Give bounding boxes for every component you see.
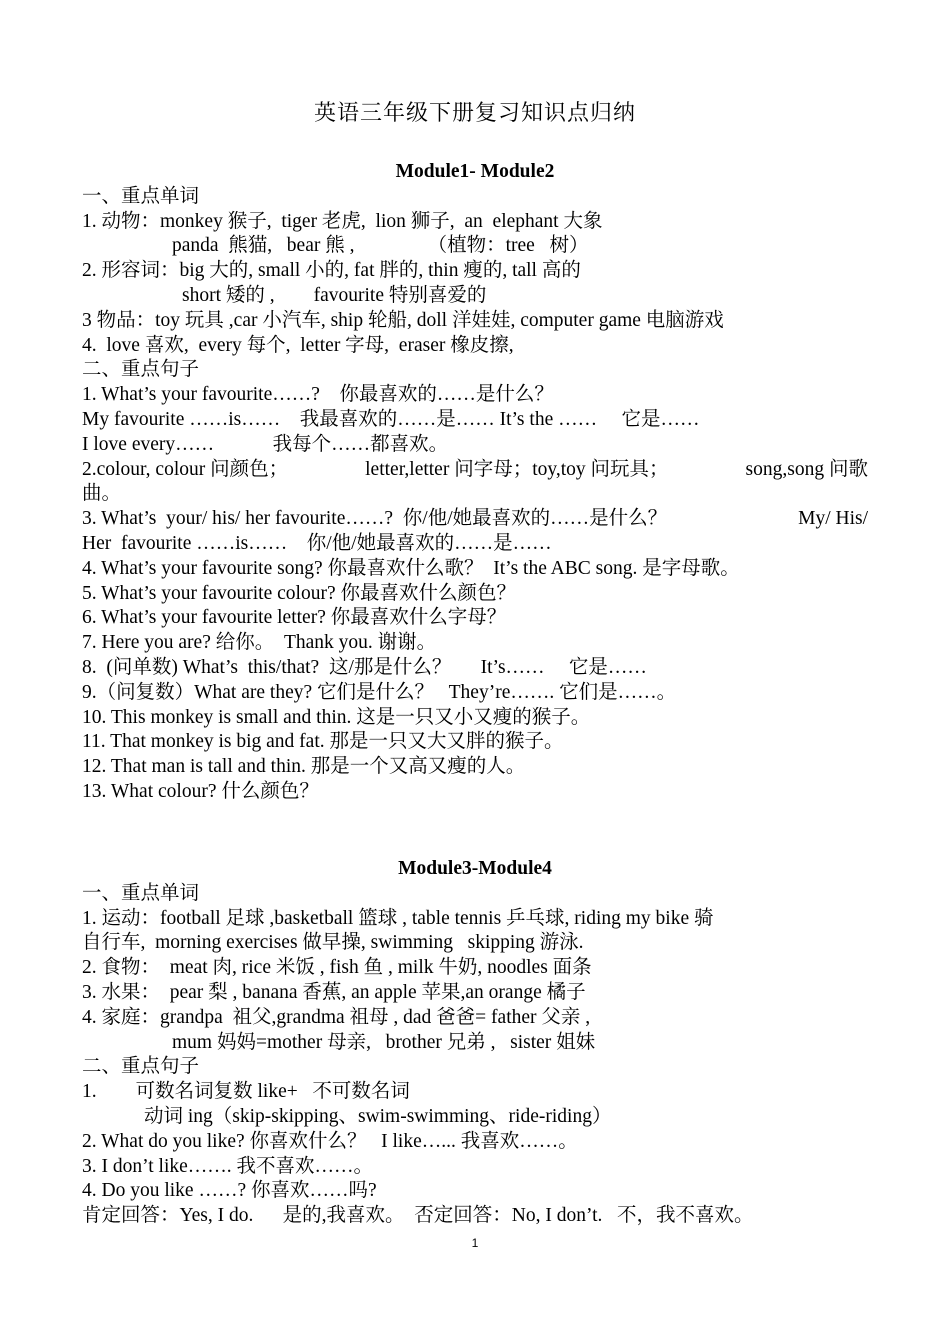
section-module1-2 (82, 160, 868, 805)
sentence-3-part-b: My/ His/ (798, 508, 868, 530)
section-heading: Module1- Module2 (395, 161, 555, 182)
sentence-heading: 二、重点句子 (82, 1056, 200, 1078)
sentence-9: 9.（问复数）What are they? 它们是什么？ They’re……. 它们是……。 (82, 681, 677, 703)
sentence-3-part-a: 3. What’s your/ his/ her favourite……? 你/他/她最喜欢的……是什么？ (82, 508, 668, 530)
vocab-sports-cont: 自行车, morning exercises 做早操, swimming skipping 游泳. (82, 932, 584, 954)
sentence-2-part-c: song,song 问歌 (745, 458, 868, 480)
sentence-7: 7. Here you are? 给你。 Thank you. 谢谢。 (82, 632, 437, 654)
sentence-2-part-a: 2.colour, colour 问颜色； (82, 458, 289, 480)
sentence-3-cont: Her favourite ……is…… 你/他/她最喜欢的……是…… (82, 532, 552, 554)
sentence-5: 5. What’s your favourite colour? 你最喜欢什么颜色？ (82, 582, 516, 604)
section-heading: Module3-Module4 (398, 858, 552, 879)
vocab-adjectives: 2. 形容词：big 大的, small 小的, fat 胖的, thin 瘦的, tall 高的 (82, 260, 581, 282)
sentence-1-c: I love every…… 我每个……都喜欢。 (82, 433, 449, 455)
page-number: 1 (471, 1236, 479, 1250)
sentence-13: 13. What colour? 什么颜色？ (82, 780, 319, 802)
sentence-2 (82, 458, 868, 483)
sentence-10: 10. This monkey is small and thin. 这是一只又小又瘦的猴子。 (82, 706, 591, 728)
vocab-animals-cont: panda 熊猫, bear 熊 , （植物：tree 树） (172, 235, 589, 257)
sentence-2-cont: 曲。 (82, 483, 122, 505)
vocab-family: 4. 家庭：grandpa 祖父,grandma 祖母 , dad 爸爸= father 父亲 , (82, 1006, 591, 1028)
sentence-2-part-b: letter,letter 问字母；toy,toy 问玩具； (365, 458, 669, 480)
vocab-family-cont: mum 妈妈=mother 母亲, brother 兄弟 , sister 姐妹 (172, 1031, 596, 1053)
vocab-food: 2. 食物： meat 肉, rice 米饭 , fish 鱼 , milk 牛奶, noodles 面条 (82, 957, 592, 979)
sentence-11: 11. That monkey is big and fat. 那是一只又大又胖的猴子。 (82, 731, 564, 753)
sentence-6: 6. What’s your favourite letter? 你最喜欢什么字母？ (82, 607, 507, 629)
vocab-heading: 一、重点单词 (82, 185, 200, 207)
vocab-sports: 1. 运动：football 足球 ,basketball 篮球 , table tennis 乒乓球, riding my bike 骑 (82, 907, 714, 929)
sentence-12: 12. That man is tall and thin. 那是一个又高又瘦的人。 (82, 756, 526, 778)
sentence-1-b: My favourite ……is…… 我最喜欢的……是…… It’s the …… 它是…… (82, 408, 700, 430)
vocab-adjectives-cont: short 矮的 , favourite 特别喜爱的 (182, 284, 487, 306)
vocab-heading: 一、重点单词 (82, 882, 200, 904)
vocab-fruit: 3. 水果： pear 梨 , banana 香蕉, an apple 苹果,an orange 橘子 (82, 981, 586, 1003)
sentence-heading: 二、重点句子 (82, 359, 200, 381)
sentence-8: 8. (问单数) What’s this/that? 这/那是什么？ It’s…… 它是…… (82, 656, 647, 678)
sentence-5: 肯定回答：Yes, I do. 是的,我喜欢。 否定回答：No, I don’t. 不，我不喜欢。 (82, 1205, 754, 1227)
sentence-4: 4. What’s your favourite song? 你最喜欢什么歌？ It’s the ABC song. 是字母歌。 (82, 557, 740, 579)
vocab-verbs: 4. love 喜欢, every 每个, letter 字母, eraser 橡皮擦, (82, 334, 514, 356)
sentence-4: 4. Do you like ……? 你喜欢……吗? (82, 1180, 377, 1202)
section-module3-4 (82, 857, 868, 1229)
document-title: 英语三年级下册复习知识点归纳 (313, 101, 636, 126)
sentence-2: 2. What do you like? 你喜欢什么？ I like…... 我喜欢……。 (82, 1130, 578, 1152)
sentence-3 (82, 507, 868, 532)
vocab-animals: 1. 动物：monkey 猴子, tiger 老虎, lion 狮子, an elephant 大象 (82, 210, 603, 232)
sentence-1: 1. What’s your favourite……? 你最喜欢的……是什么？ (82, 384, 554, 406)
sentence-1: 1. 可数名词复数 like+ 不可数名词 (82, 1081, 410, 1103)
sentence-1-cont: 动词 ing（skip-skipping、swim-swimming、ride-riding） (144, 1105, 612, 1127)
sentence-3: 3. I don’t like……. 我不喜欢……。 (82, 1155, 374, 1177)
vocab-objects: 3 物品：toy 玩具 ,car 小汽车, ship 轮船, doll 洋娃娃, computer game 电脑游戏 (82, 309, 724, 331)
